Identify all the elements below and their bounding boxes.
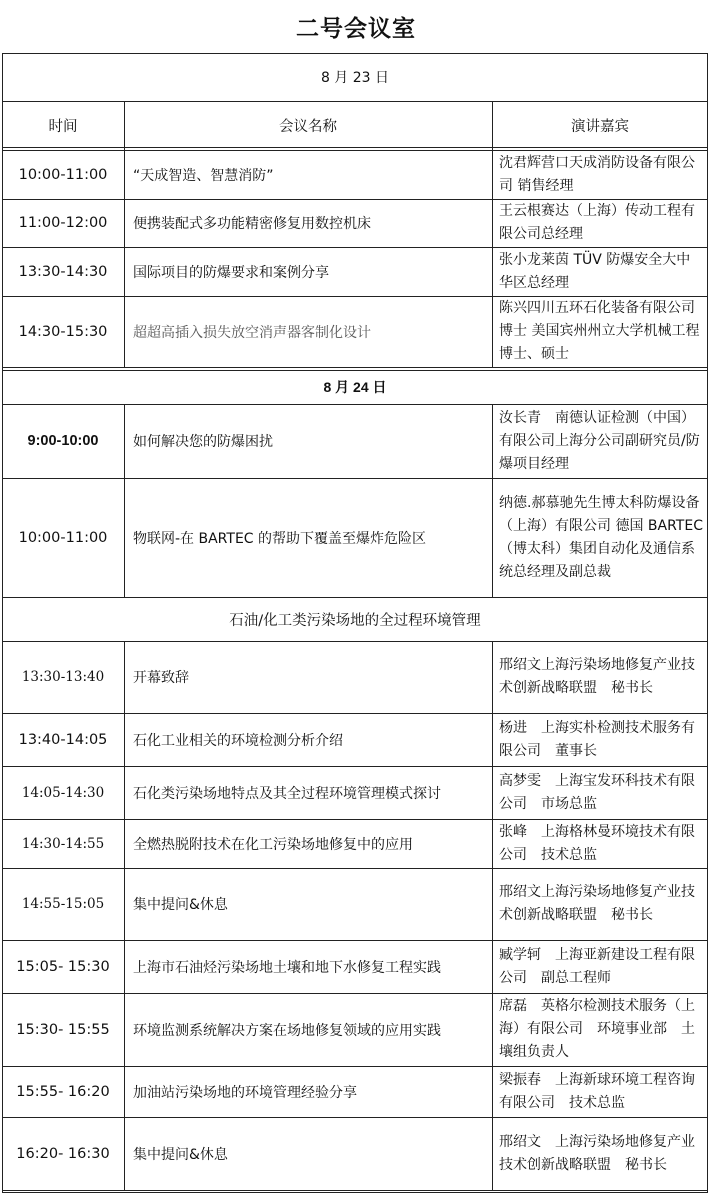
session-speaker: 邢绍文上海污染场地修复产业技术创新战略联盟 秘书长 [499,884,695,923]
session-speaker: 梁振春 上海新球环境工程咨询有限公司 技术总监 [499,1071,695,1111]
session-speaker: 张峰 上海格林曼环境技术有限公司 技术总监 [499,823,695,863]
session-topic: 全燃热脱附技术在化工污染场地修复中的应用 [133,836,413,853]
session-speaker: 纳德.郝慕驰先生博太科防爆设备（上海）有限公司 德国 BARTEC（博太科）集团自动化及通信系统总经理及副总裁 [499,494,703,580]
column-header-speaker: 演讲嘉宾 [571,119,629,135]
session-speaker: 王云根赛达（上海）传动工程有限公司总经理 [499,203,695,242]
session-time: 15:55- 16:20 [16,1083,110,1100]
session-speaker: 陈兴四川五环石化装备有限公司博士 美国宾州州立大学机械工程博士、硕士 [499,300,700,362]
session-topic: 超超高插入损失放空消声器客制化设计 [133,324,371,341]
session-time: 14:55-15:05 [21,896,105,912]
session-time: 14:05-14:30 [21,784,105,801]
session-speaker: 杨进 上海实朴检测技术服务有限公司 董事长 [499,719,695,759]
day-heading: 8 月 24 日 [323,379,387,395]
session-time: 14:30-14:55 [21,835,105,852]
session-topic: 集中提问&休息 [133,1146,228,1163]
day-heading: 8 月 23 日 [320,70,390,86]
session-topic: 开幕致辞 [133,670,189,686]
session-topic: “天成智造、智慧消防” [133,167,274,184]
session-topic: 石化工业相关的环境检测分析介绍 [133,732,343,749]
session-topic: 集中提问&休息 [133,897,228,913]
session-speaker: 汝长青 南德认证检测（中国）有限公司上海分公司副研究员/防爆项目经理 [499,409,700,472]
session-time: 10:00-11:00 [18,166,108,183]
session-speaker: 臧学轲 上海亚新建设工程有限公司 副总工程师 [499,946,695,986]
session-time: 15:30- 15:55 [16,1021,110,1038]
session-speaker: 邢绍文上海污染场地修复产业技术创新战略联盟 秘书长 [499,657,695,696]
session-time: 13:40-14:05 [18,731,108,748]
section-heading: 石油/化工类污染场地的全过程环境管理 [229,612,481,629]
session-topic: 加油站污染场地的环境管理经验分享 [133,1084,357,1101]
session-time: 15:05- 15:30 [16,958,110,975]
session-time: 13:30-14:30 [18,263,108,280]
session-topic: 如何解决您的防爆困扰 [133,434,273,450]
session-topic: 国际项目的防爆要求和案例分享 [133,264,329,281]
session-time: 9:00-10:00 [27,433,99,449]
session-time: 13:30-13:40 [21,669,105,685]
page-title: 二号会议室 [296,16,416,42]
session-time: 10:00-11:00 [18,529,108,546]
session-speaker: 张小龙莱茵 TÜV 防爆安全大中华区总经理 [499,251,691,291]
session-topic: 便携装配式多功能精密修复用数控机床 [133,216,371,232]
session-time: 14:30-15:30 [18,323,108,340]
session-speaker: 邢绍文 上海污染场地修复产业技术创新战略联盟 秘书长 [499,1133,695,1173]
column-header-time: 时间 [48,119,78,135]
session-topic: 上海市石油烃污染场地土壤和地下水修复工程实践 [133,959,441,976]
session-topic: 环境监测系统解决方案在场地修复领域的应用实践 [133,1022,441,1039]
session-time: 16:20- 16:30 [16,1145,110,1162]
session-speaker: 席磊 英格尔检测技术服务（上海）有限公司 环境事业部 土壤组负责人 [499,998,695,1060]
session-speaker: 沈君辉营口天成消防设备有限公司 销售经理 [499,154,695,194]
session-topic: 石化类污染场地特点及其全过程环境管理模式探讨 [133,785,441,802]
column-header-name: 会议名称 [279,119,337,135]
session-topic: 物联网-在 BARTEC 的帮助下覆盖至爆炸危险区 [133,530,427,547]
session-time: 11:00-12:00 [18,215,108,231]
session-speaker: 高梦雯 上海宝发环科技术有限公司 市场总监 [499,772,695,812]
